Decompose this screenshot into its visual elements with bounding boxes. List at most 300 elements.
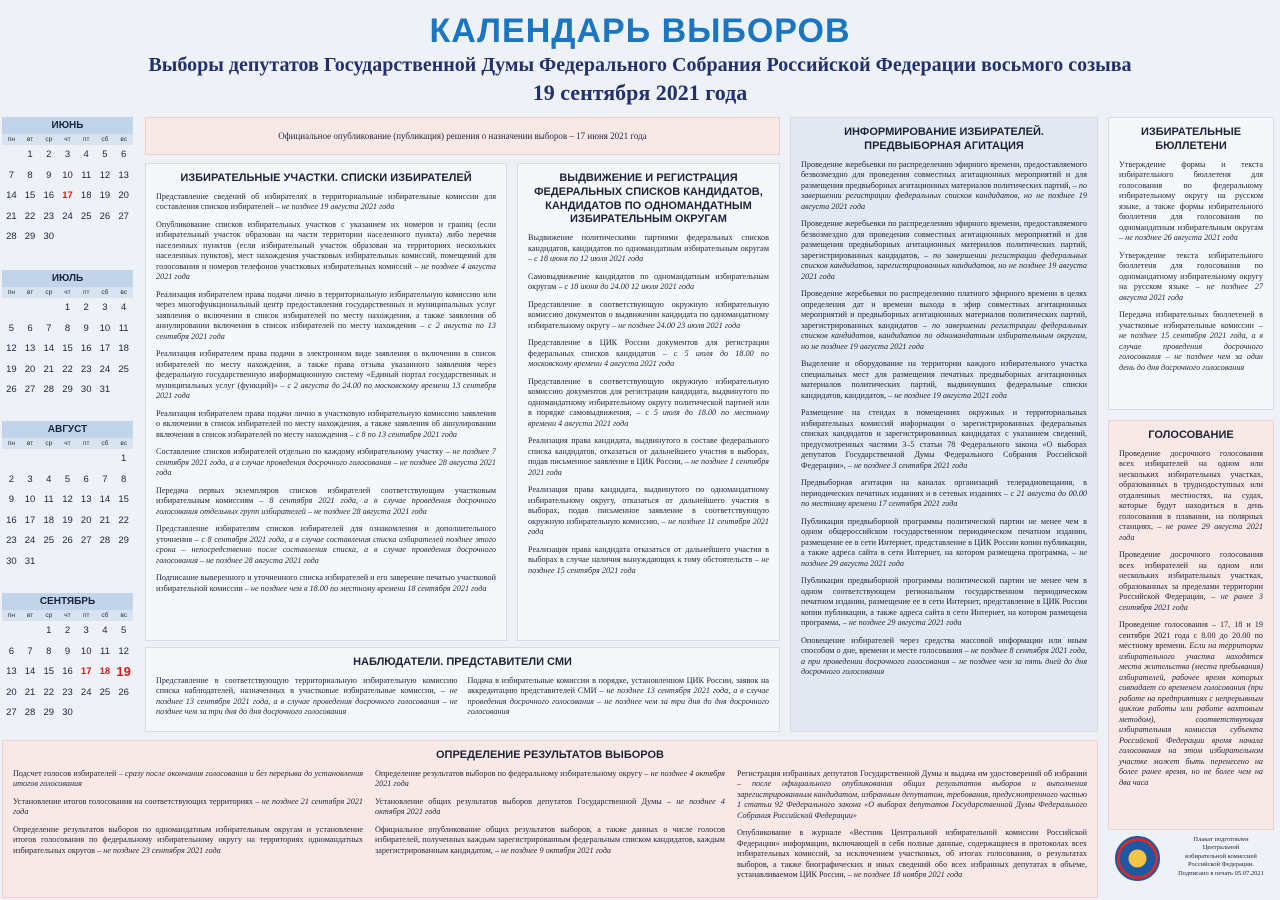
observers-column bbox=[468, 676, 770, 725]
section-heading: ОПРЕДЕЛЕНИЕ РЕЗУЛЬТАТОВ ВЫБОРОВ bbox=[436, 749, 664, 761]
section-byulleteni bbox=[1108, 117, 1274, 410]
weekday-label: вт bbox=[21, 134, 40, 145]
empty-cell bbox=[21, 621, 40, 642]
calendar-day: 20 bbox=[80, 514, 92, 526]
weekday-label: сб bbox=[96, 287, 115, 298]
item-deadline: не позднее 27 августа 2021 года bbox=[1119, 282, 1263, 302]
observers-column bbox=[156, 676, 458, 725]
calendar-day: 15 bbox=[62, 343, 73, 354]
item-text: Реализация права кандидата, выдвинутого по одномандатному избирательному округу, отказаться от дальнейшего участия в выборах, подав письменное заявление в соответствующую окружную избирательную комиссию, – bbox=[528, 485, 769, 526]
calendar-day: 15 bbox=[118, 494, 129, 505]
weekday-label: ср bbox=[39, 134, 58, 145]
item-deadline: не позднее 29 августа 2021 года bbox=[848, 618, 962, 627]
calendar-day: 6 bbox=[8, 645, 14, 657]
item-text: Установление итогов голосования на соответствующих территориях – bbox=[13, 796, 260, 806]
empty-cell bbox=[2, 621, 21, 642]
item-deadline: не позднее 4 октября 2021 года bbox=[375, 796, 725, 817]
calendar-day: 16 bbox=[80, 343, 92, 354]
deadline-item bbox=[801, 576, 1087, 629]
calendar-day: 12 bbox=[118, 645, 129, 657]
month-name: СЕНТЯБРЬ bbox=[2, 593, 133, 610]
deadline-item bbox=[801, 289, 1087, 352]
weekday-label: вт bbox=[21, 610, 40, 621]
calendar-day: 3 bbox=[83, 625, 89, 636]
item-deadline: с 18 июня по 12 июля 2021 года bbox=[534, 254, 644, 263]
item-text: Установление общих результатов выборов депутатов Государственной Думы – bbox=[375, 796, 672, 806]
weekday-label: пт bbox=[77, 287, 96, 298]
weekday-label: пн bbox=[2, 287, 21, 298]
calendar-day: 8 bbox=[64, 322, 71, 334]
calendar-day: 6 bbox=[120, 149, 127, 160]
calendar-day: 7 bbox=[8, 169, 14, 181]
results-column bbox=[375, 769, 725, 888]
section-vydvizhenie bbox=[517, 163, 780, 641]
item-deadline: не позднее 1 сентября 2021 года bbox=[528, 457, 769, 477]
deadline-item bbox=[156, 349, 496, 402]
weekday-label: чт bbox=[58, 287, 77, 298]
calendar-day: 13 bbox=[118, 169, 129, 181]
item-deadline: не позднее 24.00 23 июля 2021 года bbox=[618, 320, 741, 330]
calendar-day: 20 bbox=[24, 363, 36, 375]
calendar-day: 31 bbox=[24, 555, 36, 567]
section-nablyudateli bbox=[145, 647, 780, 732]
calendar-day: 16 bbox=[6, 514, 17, 526]
calendar-day: 20 bbox=[6, 686, 17, 698]
calendar-day: 22 bbox=[118, 514, 129, 526]
calendar-day: 7 bbox=[102, 473, 108, 485]
calendar-day: 12 bbox=[6, 343, 17, 354]
item-text: Опубликование в журнале «Вестник Центральной избирательной комиссии Российской Федерации» информации, включающей в себя полные данные, содержащиеся в протоколах всех избирательных комиссий, за исключением участковых, об итогах голосования, о результатах выборов, а также биографических и иных сведений обо всех избранных депутатах в объеме, устанавливаемом ЦИК России, – bbox=[737, 828, 1087, 880]
calendar-day: 11 bbox=[43, 494, 54, 505]
calendar-day: 23 bbox=[6, 535, 17, 546]
deadline-item bbox=[375, 825, 725, 857]
calendar-day: 15 bbox=[43, 666, 55, 677]
calendar-day: 11 bbox=[81, 169, 92, 181]
month-calendar bbox=[2, 593, 133, 724]
item-text: Подача в избирательные комиссии в порядке, установленном ЦИК России, заявок на аккредитацию представителей СМИ – bbox=[467, 675, 769, 696]
calendar-day: 13 bbox=[80, 494, 92, 505]
calendar-day: 22 bbox=[24, 210, 36, 222]
item-deadline: по завершении регистрации федеральных списков кандидатов, но не позднее 19 августа 2021 года bbox=[801, 180, 1088, 211]
calendar-day: 28 bbox=[43, 384, 55, 395]
weekday-label: вт bbox=[21, 438, 40, 449]
calendar-day: 20 bbox=[118, 190, 129, 201]
section-heading: ИЗБИРАТЕЛЬНЫЕ УЧАСТКИ. СПИСКИ ИЗБИРАТЕЛЕЙ bbox=[180, 172, 472, 184]
item-deadline: по завершении регистрации федеральных списков кандидатов, зарегистрированных кандидатов, но не позднее 19 августа 2021 года bbox=[801, 250, 1087, 281]
calendar-day: 29 bbox=[24, 231, 36, 242]
item-deadline: не позднее 3 сентября 2021 года bbox=[854, 460, 968, 470]
calendar-day: 27 bbox=[80, 535, 92, 546]
deadline-item bbox=[801, 219, 1087, 282]
calendar-day: 18 bbox=[43, 514, 55, 526]
calendar-grid bbox=[2, 438, 133, 572]
item-deadline: не позднее 29 августа 2021 года bbox=[801, 548, 1088, 568]
calendar-day: 28 bbox=[24, 707, 36, 718]
item-text: Представление в соответствующую территориальную избирательную комиссию списка наблюдателей, назначенных в участковые избирательные комиссии, – bbox=[156, 675, 458, 696]
deadline-item bbox=[528, 377, 769, 430]
item-text: Публикация предвыборной программы политической партии не менее чем в одном общероссийском государственном периодическом печатном издании, размещение ее в сети Интернет, представление в ЦИК России копии публикации, а также адреса сайта в сети Интернет, на котором размещена программа, – bbox=[801, 516, 1087, 557]
calendar-grid bbox=[2, 134, 133, 248]
weekday-label: сб bbox=[96, 438, 115, 449]
calendar-day: 17 bbox=[62, 190, 73, 201]
calendar-day: 5 bbox=[64, 473, 71, 485]
deadline-item bbox=[528, 338, 769, 370]
item-text: Самовыдвижение кандидатов по одномандатным избирательным округам – bbox=[528, 271, 769, 291]
calendar-day: 31 bbox=[99, 384, 111, 395]
item-text: Реализация права кандидата, выдвинутого в составе федерального списка кандидатов, отказаться от дальнейшего участия в выборах, подав письменное заявление в ЦИК России, – bbox=[528, 436, 769, 466]
calendar-day: 30 bbox=[80, 384, 92, 395]
deadline-item bbox=[801, 359, 1087, 401]
results-column bbox=[737, 769, 1087, 888]
item-text: Оповещение избирателей через средства массовой информации или иным способом о дне, времени и месте голосования – bbox=[801, 635, 1087, 655]
item-text: Составление списков избирателей отдельно по каждому избирательному участку – bbox=[156, 447, 450, 457]
item-text: Реализация избирателем права подачи в электронном виде заявления о включении в список избирателей по месту нахождения, а также права отзыва указанного заявления через федеральную государственную информационную систему «Единый портал государственных и муниципальных услуг (функций)» – bbox=[156, 349, 496, 390]
deadline-item bbox=[528, 436, 769, 478]
deadline-item bbox=[737, 828, 1087, 881]
calendar-day: 9 bbox=[8, 494, 14, 505]
calendar-day: 19 bbox=[6, 363, 17, 375]
calendar-day: 27 bbox=[6, 707, 17, 718]
calendar-day: 4 bbox=[83, 149, 89, 160]
calendar-day: 24 bbox=[99, 363, 111, 375]
calendar-day: 2 bbox=[64, 625, 71, 636]
calendar-day: 19 bbox=[116, 664, 131, 679]
empty-cell bbox=[96, 449, 115, 470]
item-deadline: с 5 июля до 18.00 по московскому времени 4 августа 2021 года bbox=[528, 348, 769, 368]
empty-cell bbox=[21, 298, 40, 319]
calendar-day: 2 bbox=[46, 149, 52, 160]
calendar-day: 26 bbox=[118, 686, 129, 698]
item-deadline: не позднее 4 августа 2021 года bbox=[156, 261, 496, 282]
item-text: Реализация избирателем права подачи лично в территориальную избирательную комиссию или через многофункциональный центр предоставления государственных и муниципальных услуг заявления о включении в список избирателей по месту нахождения, а также заявления об аннулировании включения в список избирателей по месту нахождения – bbox=[156, 289, 496, 331]
item-text: Проведение жеребьевки по распределению эфирного времени, предоставляемого безвозмездно для проведения совместных агитационных мероприятий и для размещения предвыборных агитационных материалов политических партий, – bbox=[801, 159, 1087, 190]
calendar-day: 24 bbox=[24, 535, 36, 546]
item-deadline: не позднее 13 сентября 2021 года, а в случае проведения досрочного голосования – не позднее чем за три дня до дня досрочного голосования bbox=[156, 686, 458, 717]
calendar-grid bbox=[2, 610, 133, 724]
empty-cell bbox=[39, 298, 58, 319]
item-text: Представление избирателям списков избирателей для ознакомления и дополнительного уточнения – bbox=[156, 524, 496, 544]
item-deadline: не позднее 26 августа 2021 года bbox=[1125, 233, 1238, 242]
calendar-day: 19 bbox=[99, 190, 111, 201]
deadline-item bbox=[156, 486, 496, 518]
calendar-day: 9 bbox=[46, 169, 52, 181]
calendar-day: 26 bbox=[6, 384, 17, 395]
deadline-item bbox=[13, 769, 363, 790]
calendar-day: 10 bbox=[24, 494, 36, 505]
weekday-label: пт bbox=[77, 134, 96, 145]
empty-cell bbox=[21, 449, 40, 470]
calendar-day: 5 bbox=[102, 149, 108, 160]
item-deadline: не позднее 18 ноября 2021 года bbox=[853, 870, 963, 880]
calendar-day: 11 bbox=[118, 322, 129, 334]
weekday-label: пн bbox=[2, 610, 21, 621]
calendar-day: 6 bbox=[83, 473, 89, 485]
deadline-item bbox=[801, 160, 1087, 213]
section-informirovanie bbox=[790, 117, 1098, 732]
empty-cell bbox=[2, 298, 21, 319]
calendar-day: 16 bbox=[43, 190, 55, 201]
announcement-banner: Официальное опубликование (публикация) решения о назначении выборов – 17 июня 2021 года bbox=[145, 117, 780, 155]
calendar-day: 5 bbox=[8, 322, 14, 334]
item-text: Публикация предвыборной программы политической партии не менее чем в одном соответствующем региональном государственном периодическом печатном издании, размещение ее в сети Интернет, представление в ЦИК России копии публикации, а также адреса сайта в сети Интернет, на котором размещена программа, – bbox=[801, 576, 1087, 627]
calendar-day: 27 bbox=[24, 384, 36, 395]
item-deadline: 8 сентября 2021 года, а в случае проведения досрочного голосования отдельных групп избирателей – не позднее 28 августа 2021 года bbox=[156, 496, 496, 516]
item-text: Официальное опубликование общих результатов выборов, а также данных о числе голосов избирателей, полученных каждым зарегистрированным федеральным списком кандидатов, каждым зарегистрированным кандидатом, – bbox=[375, 824, 725, 855]
calendar-day: 6 bbox=[27, 322, 33, 334]
calendar-day: 28 bbox=[99, 535, 111, 546]
item-deadline: не позднее 4 октября 2021 года bbox=[375, 768, 725, 789]
deadline-item bbox=[801, 408, 1087, 471]
section-heading: ВЫДВИЖЕНИЕ И РЕГИСТРАЦИЯ ФЕДЕРАЛЬНЫХ СПИСКОВ КАНДИДАТОВ, КАНДИДАТОВ ПО ОДНОМАНДАТНЫМ ИЗБИРАТЕЛЬНЫМ ОКРУГАМ bbox=[534, 172, 763, 226]
calendar-day: 3 bbox=[27, 473, 33, 485]
calendar-day: 18 bbox=[80, 190, 92, 201]
calendar-day: 30 bbox=[6, 555, 17, 567]
item-text: Определение результатов выборов по федеральному избирательному округу – bbox=[375, 768, 649, 778]
item-deadline: не позднее чем в 18.00 по местному времени 18 сентября 2021 года bbox=[250, 583, 487, 593]
calendar-day: 1 bbox=[64, 302, 71, 313]
calendar-day: 29 bbox=[118, 535, 129, 546]
calendar-day: 4 bbox=[102, 625, 108, 636]
publisher-note: Плакат подготовлен Центральной избирательной комиссией Российской Федерации. Подписано в печать 05.07.2021 bbox=[1178, 836, 1264, 877]
cik-emblem-icon bbox=[1115, 836, 1160, 881]
weekday-label: ср bbox=[39, 438, 58, 449]
calendar-day: 21 bbox=[43, 363, 55, 375]
item-deadline: не ранее 3 сентября 2021 года bbox=[1119, 592, 1264, 612]
calendar-day: 25 bbox=[99, 686, 111, 698]
deadline-item bbox=[468, 676, 770, 718]
item-text: Утверждение формы и текста избирательного бюллетеня для голосования по федеральному избирательному округу на русском языке, а также формы избирательного бюллетеня для голосования по одномандатным избирательным округам – bbox=[1119, 159, 1263, 242]
weekday-label: пн bbox=[2, 438, 21, 449]
section-heading: ГОЛОСОВАНИЕ bbox=[1148, 429, 1234, 441]
item-text: Предвыборная агитация на каналах организаций телерадиовещания, в периодических печатных изданиях и в сетевых изданиях – bbox=[801, 478, 1087, 498]
item-deadline: с 8 по 13 сентября 2021 года bbox=[355, 429, 457, 439]
item-text: Определение результатов выборов по одномандатным избирательным округам и установление итогов голосования по федеральному избирательному округу на территориях одномандатных избирательных округов – bbox=[13, 824, 363, 855]
empty-cell bbox=[39, 449, 58, 470]
deadline-item bbox=[801, 478, 1087, 510]
election-date: 19 сентября 2021 года bbox=[532, 80, 748, 105]
item-text: Подписание выверенного и уточненного списка избирателей и его заверение печатью участковой избирательной комиссии – bbox=[156, 573, 496, 593]
calendar-day: 10 bbox=[62, 169, 73, 181]
item-deadline: не позднее 19 августа 2021 года bbox=[894, 390, 1007, 400]
item-text: Представление в соответствующую окружную избирательную комиссию документов для регистрации кандидата, выдвинутого по одномандатному избирательному округу политической партией или в порядке самовыдвижения, – bbox=[528, 376, 769, 417]
deadline-item bbox=[1119, 251, 1263, 304]
calendar-day: 4 bbox=[46, 473, 52, 485]
item-text: Передача избирательных бюллетеней в участковые избирательные комиссии – bbox=[1119, 310, 1263, 330]
weekday-label: вс bbox=[114, 287, 133, 298]
weekday-label: пт bbox=[77, 610, 96, 621]
calendar-day: 10 bbox=[99, 322, 111, 334]
item-deadline: после официального опубликования общих результатов выборов и выполнения зарегистрированным кандидатом, избранным депутатом, требования, предусмотренного частью 1 статьи 92 Федерального закона «О выборах депутатов Государственной Думы Федерального Собрания Российской Федерации» bbox=[737, 779, 1088, 820]
calendar-day: 23 bbox=[43, 210, 55, 222]
deadline-item bbox=[156, 192, 496, 213]
item-deadline: не позднее 15 сентября 2021 года, а в случае проведения досрочного голосования – не позднее чем за один день до дня досрочного голосования bbox=[1119, 331, 1263, 372]
item-text: Представление в соответствующую окружную избирательную комиссию документов о выдвижении кандидата по одномандатному избирательному округу – bbox=[528, 299, 769, 330]
calendar-day: 3 bbox=[102, 302, 108, 313]
calendar-day: 18 bbox=[118, 343, 129, 354]
calendar-day: 10 bbox=[80, 645, 92, 657]
calendar-day: 25 bbox=[118, 363, 129, 375]
item-deadline: не позднее 15 сентября 2021 года bbox=[528, 555, 769, 575]
calendar-day: 29 bbox=[43, 707, 55, 718]
item-text: Представление сведений об избирателях в территориальные избирательные комиссии для составления списков избирателей – bbox=[156, 191, 496, 212]
calendar-day: 16 bbox=[62, 666, 73, 677]
calendar-day: 26 bbox=[62, 535, 73, 546]
calendar-day: 24 bbox=[62, 210, 73, 222]
item-deadline: не позднее 8 сентября 2021 года, а при проведении досрочного голосования – не позднее чем за пять дней до дня досрочного голосования bbox=[801, 646, 1087, 676]
weekday-label: вт bbox=[21, 287, 40, 298]
item-deadline: с 8 сентября 2021 года, а в случае составления списка избирателей позднее этого срока – непосредственно после составления списка, а в случае проведения досрочного голосования – не позднее 28 августа 2021 года bbox=[156, 534, 497, 565]
section-rezultaty bbox=[2, 740, 1098, 898]
calendar-day: 30 bbox=[43, 231, 55, 242]
item-deadline: с 2 августа до 24.00 по московскому времени 13 сентября 2021 года bbox=[156, 380, 497, 401]
item-deadline: не позднее 7 сентября 2021 года, а в случае проведения досрочного голосования – не позднее 28 августа 2021 года bbox=[156, 447, 496, 478]
deadline-item bbox=[1119, 620, 1263, 788]
deadline-item bbox=[1119, 310, 1263, 373]
deadline-item bbox=[528, 272, 769, 293]
item-deadline: не ранее 29 августа 2021 года bbox=[1119, 522, 1264, 542]
calendar-day: 13 bbox=[24, 343, 36, 354]
calendar-day: 8 bbox=[120, 473, 127, 485]
item-deadline: по завершении регистрации федеральных списков кандидатов, кандидатов по одномандатным избирательным округам, но не позднее 19 августа 2021 года bbox=[801, 320, 1087, 351]
item-text: Подсчет голосов избирателей – bbox=[13, 768, 123, 778]
calendar-day: 29 bbox=[62, 384, 73, 395]
weekday-label: пн bbox=[2, 134, 21, 145]
calendar-day: 21 bbox=[99, 514, 111, 526]
calendar-day: 9 bbox=[64, 645, 71, 657]
calendar-day: 14 bbox=[24, 666, 36, 677]
section-heading: ИНФОРМИРОВАНИЕ ИЗБИРАТЕЛЕЙ. ПРЕДВЫБОРНАЯ АГИТАЦИЯ bbox=[844, 126, 1044, 152]
calendar-day: 12 bbox=[99, 169, 111, 181]
month-name: ИЮНЬ bbox=[2, 117, 133, 134]
calendar-day: 1 bbox=[120, 453, 127, 464]
weekday-label: вс bbox=[114, 610, 133, 621]
calendar-grid bbox=[2, 287, 133, 401]
deadline-item bbox=[156, 524, 496, 566]
deadline-item bbox=[375, 769, 725, 790]
month-calendar bbox=[2, 117, 133, 248]
weekday-label: сб bbox=[96, 134, 115, 145]
item-text: Проведение жеребьевки по распределению эфирного времени, предоставляемого безвозмездно для проведения совместных агитационных мероприятий и для размещения предвыборных агитационных материалов политических партий, зарегистрированных кандидатов, – bbox=[801, 219, 1087, 260]
calendar-day: 19 bbox=[62, 514, 73, 526]
item-deadline: не позднее 19 августа 2021 года bbox=[281, 202, 395, 212]
calendar-day: 17 bbox=[80, 666, 92, 677]
item-text: Утверждение текста избирательного бюллетеня для голосования по одномандатному избирательному округу на русском языке – bbox=[1119, 250, 1263, 291]
calendar-day: 30 bbox=[62, 707, 73, 718]
deadline-item bbox=[737, 769, 1087, 822]
item-deadline: не позднее 9 октября 2021 года bbox=[501, 845, 612, 855]
item-deadline: с 5 июля до 18.00 по местному времени 4 августа 2021 года bbox=[528, 408, 769, 428]
calendar-day: 17 bbox=[24, 514, 36, 526]
deadline-item bbox=[528, 485, 769, 538]
calendar-day: 25 bbox=[43, 535, 55, 546]
section-heading: ИЗБИРАТЕЛЬНЫЕ БЮЛЛЕТЕНИ bbox=[1140, 126, 1242, 152]
calendar-day: 7 bbox=[46, 322, 52, 334]
item-text: Передача первых экземпляров списков избирателей соответствующим участковым избирательным комиссиям – bbox=[156, 485, 496, 506]
item-text: Реализация права кандидата отказаться от дальнейшего участия в выборах в случае наличия вынуждающих к тому обстоятельств – bbox=[528, 544, 769, 564]
calendar-day: 22 bbox=[43, 686, 55, 698]
weekday-label: вс bbox=[114, 134, 133, 145]
calendar-day: 24 bbox=[80, 686, 92, 698]
weekday-label: чт bbox=[58, 134, 77, 145]
calendar-day: 1 bbox=[46, 625, 52, 636]
calendar-day: 23 bbox=[80, 363, 92, 375]
calendar-day: 5 bbox=[120, 625, 127, 636]
calendar-day: 14 bbox=[99, 494, 111, 505]
poster-subtitle: Выборы депутатов Государственной Думы Федерального Собрания Российской Федерации восьмого созыва bbox=[148, 54, 1132, 76]
calendar-day: 15 bbox=[24, 190, 36, 201]
item-text: Проведение досрочного голосования всех избирателей на одном или нескольких избирательных участках, образованных в труднодоступных или отдаленных местностях, на судах, которые будут находиться в день голосования в плавании, на полярных станциях, – bbox=[1119, 448, 1263, 532]
section-golosovanie bbox=[1108, 420, 1274, 830]
empty-cell bbox=[58, 449, 77, 470]
item-deadline: сразу после окончания голосования и без перерыва до установления итогов голосования bbox=[13, 768, 363, 789]
calendar-day: 17 bbox=[99, 343, 111, 354]
deadline-item bbox=[156, 290, 496, 343]
item-deadline: не позднее 23 сентября 2021 года bbox=[103, 845, 221, 855]
month-name: ИЮЛЬ bbox=[2, 270, 133, 287]
calendar-day: 3 bbox=[64, 149, 71, 160]
results-column bbox=[13, 769, 363, 888]
deadline-item bbox=[156, 409, 496, 441]
deadline-item bbox=[1119, 160, 1263, 244]
section-uchastki bbox=[145, 163, 507, 641]
calendar-day: 28 bbox=[6, 231, 17, 242]
weekday-label: чт bbox=[58, 610, 77, 621]
item-deadline: с 2 августа по 13 сентября 2021 года bbox=[156, 321, 496, 341]
calendar-day: 13 bbox=[6, 666, 17, 677]
deadline-item bbox=[156, 676, 458, 718]
empty-cell bbox=[2, 449, 21, 470]
deadline-item bbox=[13, 825, 363, 857]
calendar-day: 21 bbox=[6, 210, 17, 222]
calendar-day: 7 bbox=[27, 645, 33, 657]
item-deadline: не позднее 21 сентября 2021 года bbox=[13, 796, 364, 817]
item-deadline: с 21 августа до 00.00 по местному времени 17 сентября 2021 года bbox=[801, 488, 1088, 508]
deadline-item bbox=[1119, 550, 1263, 613]
calendar-day: 25 bbox=[80, 210, 92, 222]
item-text: Реализация избирателем права подачи лично в участковую избирательную комиссию заявления о включении в список избирателей по месту нахождения, а также заявления об аннулировании включения в список избирателей по месту нахождения – bbox=[156, 408, 496, 439]
weekday-label: сб bbox=[96, 610, 115, 621]
deadline-item bbox=[156, 447, 496, 479]
section-heading: НАБЛЮДАТЕЛИ. ПРЕДСТАВИТЕЛИ СМИ bbox=[353, 656, 572, 668]
calendar-day: 27 bbox=[118, 210, 129, 222]
calendar-day: 2 bbox=[8, 473, 14, 485]
item-deadline: с 18 июня до 24.00 12 июля 2021 года bbox=[564, 282, 695, 291]
deadline-item bbox=[375, 797, 725, 818]
weekday-label: пт bbox=[77, 438, 96, 449]
calendar-day: 23 bbox=[62, 686, 73, 698]
weekday-label: вс bbox=[114, 438, 133, 449]
item-text: Размещение на стендах в помещениях окружных и территориальных избирательных комиссий информации о зарегистрированных федеральных списках кандидатов и зарегистрированных кандидатах с указанием сведений, предусмотренных частями 3–5 статьи 78 Федерального закона «О выборах депутатов Государственной Думы Федерального Собрания Российской Федерации», – bbox=[801, 408, 1087, 470]
deadline-item bbox=[156, 573, 496, 594]
calendar-day: 21 bbox=[24, 686, 36, 698]
item-deadline: Если на территории избирательного участка находятся места жительства (места пребывания) избирателей, рабочее время которых совпадает со временем голосования (при работе на предприятиях с непрерывным циклом работы или работе вахтовым методом), соответствующая избирательная комиссия субъекта Российской Федерации время начала голосования на этом избирательном участке может быть перенесено на более ранее время, но не более чем на два часа bbox=[1119, 641, 1263, 787]
poster-title: КАЛЕНДАРЬ ВЫБОРОВ bbox=[429, 12, 851, 50]
month-calendar bbox=[2, 421, 133, 572]
calendar-day: 26 bbox=[99, 210, 111, 222]
deadline-item bbox=[528, 545, 769, 577]
month-name: АВГУСТ bbox=[2, 421, 133, 438]
item-text: Проведение жеребьевки по распределению платного эфирного времени в целях определения дат и времени выхода в эфир совместных агитационных мероприятий и предвыборных агитационных материалов политических партий, зарегистрированных кандидатов – bbox=[801, 289, 1087, 330]
calendar-day: 8 bbox=[46, 645, 52, 657]
item-text: Представление в ЦИК России документов для регистрации федеральных списков кандидатов – bbox=[528, 338, 769, 358]
calendar-day: 11 bbox=[99, 645, 110, 657]
item-text: Регистрация избранных депутатов Государственной Думы и выдача им удостоверений об избрании – bbox=[737, 768, 1087, 789]
item-deadline: не позднее 13 сентября 2021 года, а в случае проведения досрочного голосования – не позднее чем за три дня до дня досрочного голосования bbox=[467, 686, 770, 717]
calendar-day: 18 bbox=[99, 666, 111, 677]
deadline-item bbox=[801, 636, 1087, 678]
calendar-day: 8 bbox=[27, 169, 33, 181]
deadline-item bbox=[156, 220, 496, 283]
